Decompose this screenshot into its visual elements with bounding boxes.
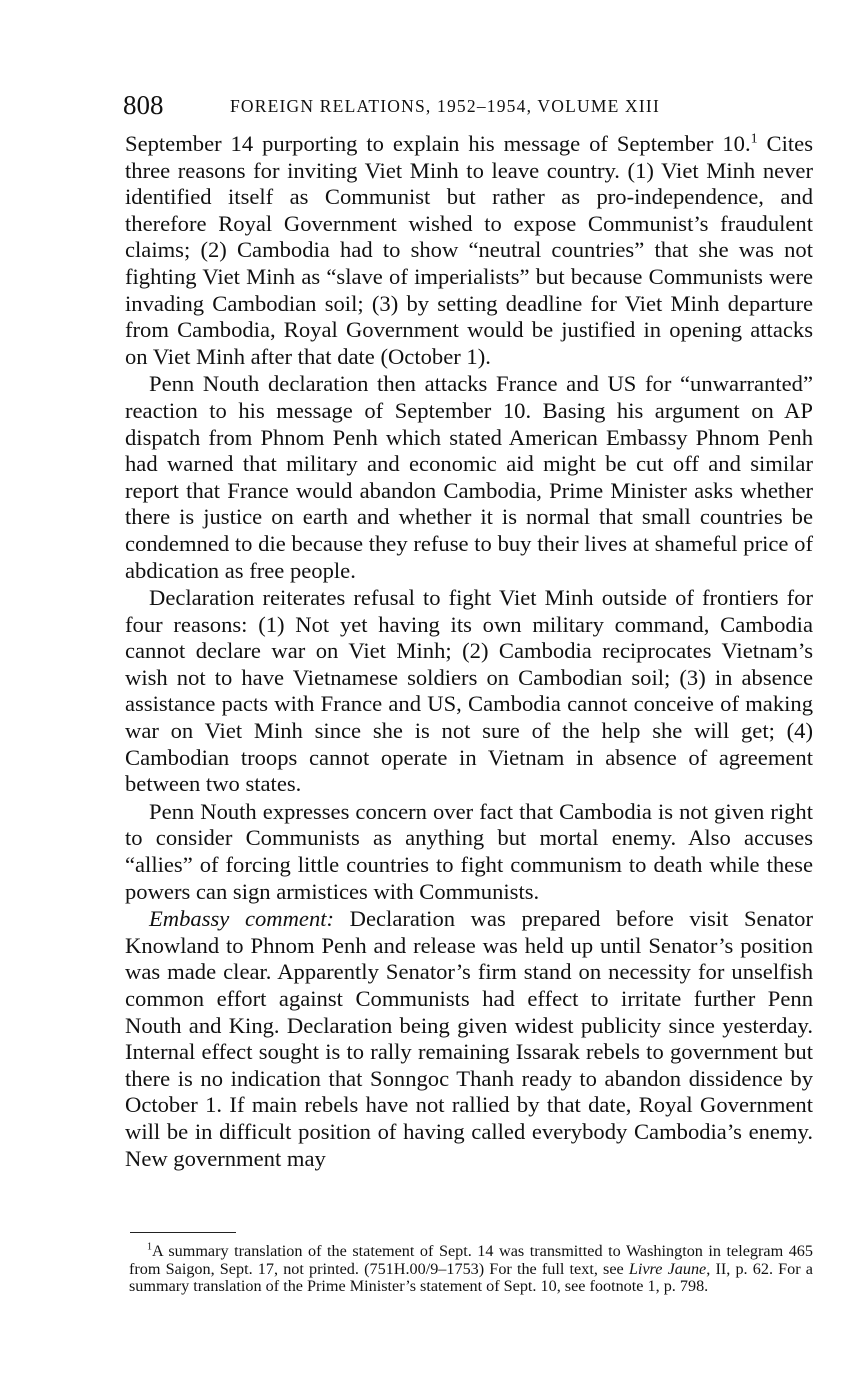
paragraph-3: Declaration reiterates refusal to fight Viet Minh outside of frontiers for four reasons: (1) Not yet having its own military command, Cambodia cannot declare war on Viet Minh; (2) Cambodia reciprocates Vietnam’s wish not to have Vietnamese soldiers on Cambodian soil; (3) in absence assistance pacts with France and US, Cambodia cannot conceive of making war on Viet Minh since she is not sure of the help she will get; (4) Cambodian troops cannot operate in Vietnam in absence of agreement between two states.	[125, 585, 813, 797]
footnote-italic-title: Livre Jaune	[628, 1259, 707, 1278]
paragraph-2: Penn Nouth declaration then attacks France and US for “unwarranted” reaction to his message of September 10. Basing his argument on AP dispatch from Phnom Penh which stated American Embassy Phnom Penh had warned that military and economic aid might be cut off and similar report that France would abandon Cambodia, Prime Minister asks whether there is justice on earth and whether it is normal that small countries be condemned to die because they refuse to buy their lives at shameful price of abdication as free people.	[125, 371, 813, 583]
page-number: 808	[123, 90, 164, 120]
footnote-text-before: A summary translation of the statement of Sept. 14 was transmitted to Washington in telegram 465 from Saigon, Sept. 17, not printed. (751H.00/9–1753) For the full text, see	[129, 1242, 813, 1278]
paragraph-1	[125, 131, 813, 370]
paragraph-4: Penn Nouth expresses concern over fact that Cambodia is not given right to consider Communists as anything but mortal enemy. Also accuses “allies” of forcing little countries to fight communism to death while these powers can sign armistices with Communists.	[125, 798, 813, 904]
running-head: FOREIGN RELATIONS, 1952–1954, VOLUME XIII	[230, 96, 660, 116]
paragraph-5	[125, 906, 813, 1172]
paragraph-1-text-after: Cites three reasons for inviting Viet Minh to leave country. (1) Viet Minh never identified itself as Communist but rather as pro-independence, and therefore Royal Government wished to expose Communist’s fraudulent claims; (2) Cambodia had to show “neutral countries” that she was not fighting Viet Minh as “slave of imperialists” but because Communists were invading Cambodian soil; (3) by setting deadline for Viet Minh departure from Cambodia, Royal Government would be justified in opening attacks on Viet Minh after that date (October 1).	[125, 131, 813, 369]
body-text	[125, 131, 813, 1172]
footnote-reference: 1	[750, 131, 758, 147]
footnote-text-after: , II, p. 62. For a summary translation of the Prime Minister’s statement of Sept. 10, see footnote 1, p. 798.	[129, 1259, 813, 1296]
footnote-divider	[130, 1232, 236, 1233]
page-header	[123, 88, 813, 122]
paragraph-1-text-before: September 14 purporting to explain his message of September 10.	[125, 131, 751, 156]
paragraph-5-text: Declaration was prepared before visit Senator Knowland to Phnom Penh and release was held up until Senator’s position was made clear. Apparently Senator’s firm stand on necessity for unselfish common effort against Communists had effect to irritate further Penn Nouth and King. Declaration being given widest publicity since yesterday. Internal effect sought is to rally remaining Issarak rebels to government but there is no indication that Sonngoc Thanh ready to abandon dissidence by October 1. If main rebels have not rallied by that date, Royal Government will be in difficult position of having called everybody Cambodia’s enemy. New government may	[125, 906, 813, 1171]
footnote	[129, 1243, 813, 1296]
footnote-marker: 1	[147, 1241, 153, 1253]
embassy-comment-label: Embassy comment:	[149, 906, 335, 932]
